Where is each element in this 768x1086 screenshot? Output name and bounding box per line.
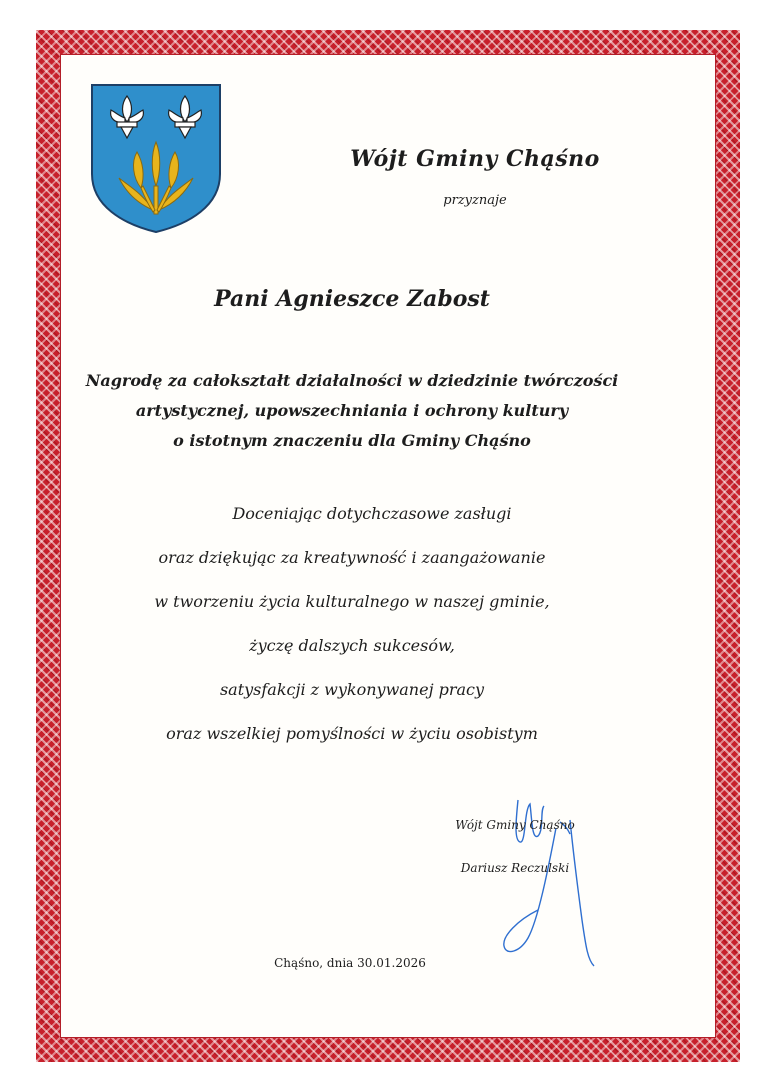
dedication-line: satysfakcji z wykonywanej pracy: [219, 680, 485, 699]
dedication-line: Doceniając dotychczasowe zasługi: [232, 504, 512, 523]
signatory-title: Wójt Gminy Chąśno: [455, 818, 575, 832]
coat-of-arms-icon: [89, 82, 223, 234]
award-description: [60, 366, 644, 456]
issuer-title: Wójt Gminy Chąśno: [350, 146, 600, 172]
issuer-subtitle: przyznaje: [443, 193, 507, 208]
signatory-name: Dariusz Reczulski: [460, 861, 570, 875]
dedication-line: życzę dalszych sukcesów,: [249, 636, 455, 655]
dedication-line: oraz dziękując za kreatywność i zaangażowanie: [158, 548, 546, 567]
award-line: Nagrodę za całokształt działalności w dziedzinie twórczości: [85, 371, 619, 390]
recipient-name: Pani Agnieszce Zabost: [214, 286, 490, 312]
place-and-date: Chąśno, dnia 30.01.2026: [274, 956, 426, 970]
dedication-text: [70, 492, 634, 756]
award-line: o istotnym znaczeniu dla Gminy Chąśno: [173, 431, 531, 450]
dedication-line: oraz wszelkiej pomyślności w życiu osobistym: [166, 724, 538, 743]
dedication-line: w tworzeniu życia kulturalnego w naszej gminie,: [154, 592, 550, 611]
award-line: artystycznej, upowszechniania i ochrony kultury: [135, 401, 569, 420]
